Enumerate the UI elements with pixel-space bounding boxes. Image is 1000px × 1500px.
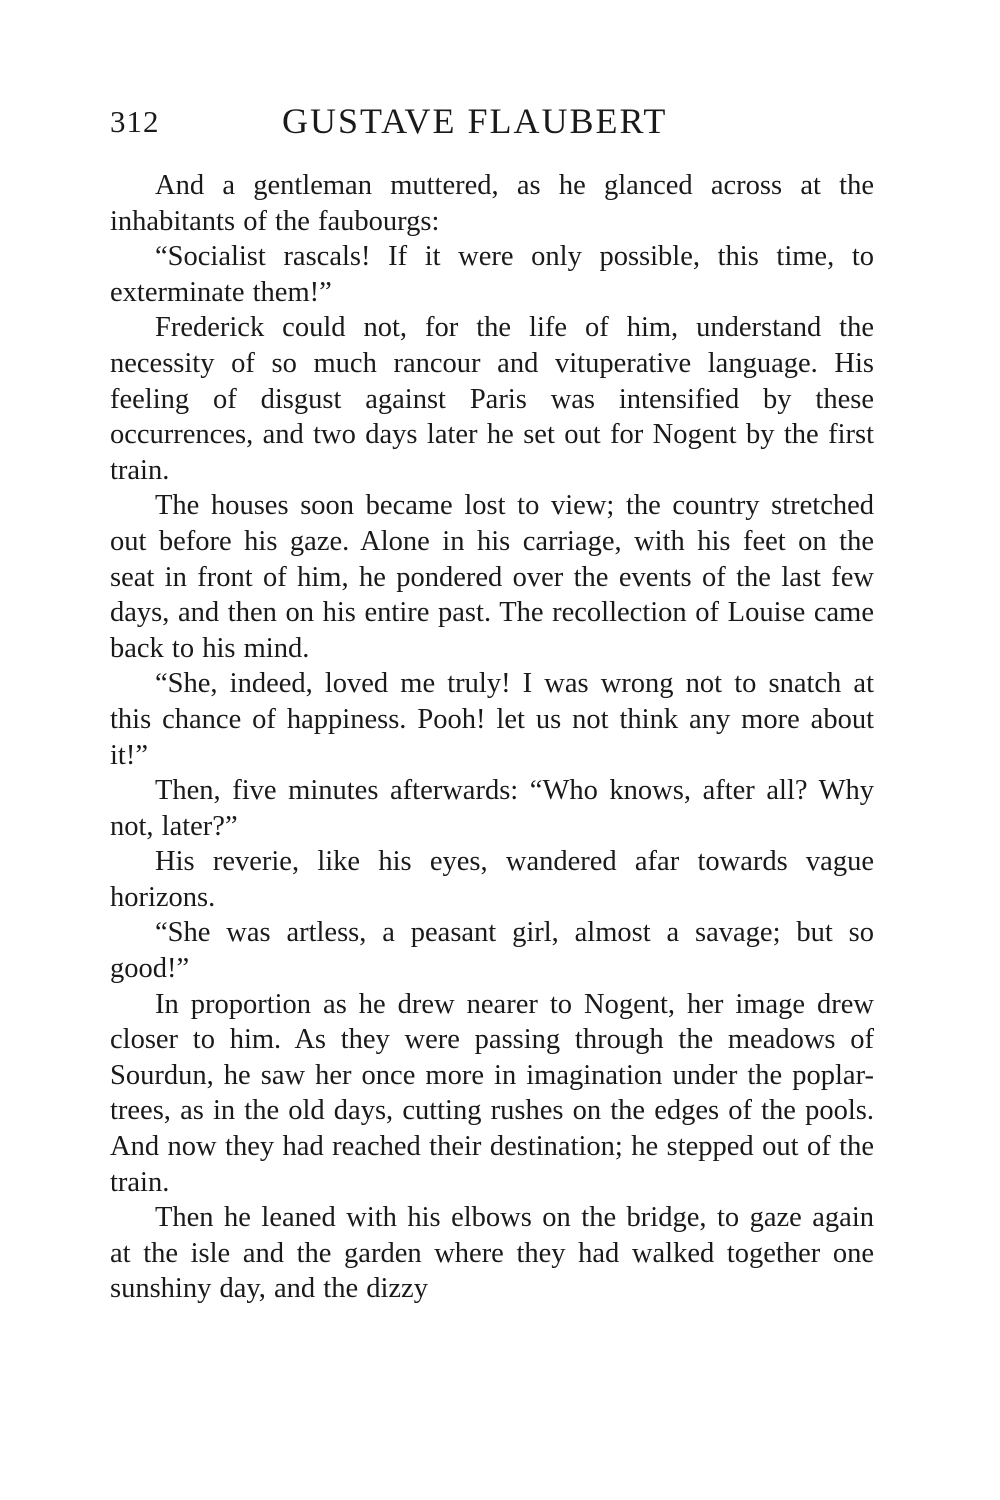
paragraph: In proportion as he drew nearer to Nogent, her image drew closer to him. As they were passing through the meadows of Sourdun, he saw her once more in imagination under the poplar-trees, as in the old days, cutting rushes on the edges of the pools. And now they had reached their destination; he stepped out of the train. — [110, 988, 874, 1198]
running-title: GUSTAVE FLAUBERT — [282, 101, 668, 141]
page-number: 312 — [110, 104, 160, 139]
paragraph: “She, indeed, loved me truly! I was wrong not to snatch at this chance of happiness. Pooh! let us not think any more about it!” — [110, 668, 874, 771]
paragraph: Then, five minutes afterwards: “Who knows, after all? Why not, later?” — [110, 775, 874, 842]
paragraph: The houses soon became lost to view; the country stretched out before his gaze. Alone in his carriage, with his feet on the seat in front of him, he pondered over the events of the last few days, and then on his entire past. The recollection of Louise came back to his mind. — [110, 490, 874, 664]
running-head — [110, 96, 874, 160]
paragraph: Then he leaned with his elbows on the bridge, to gaze again at the isle and the garden where they had walked together one sunshiny day, and the dizzy — [110, 1202, 874, 1305]
paragraph: “She was artless, a peasant girl, almost a savage; but so good!” — [110, 917, 874, 985]
paragraph: Frederick could not, for the life of him, understand the necessity of so much rancour and vituperative language. His feeling of disgust against Paris was intensified by these occurrences, and two days later he set out for Nogent by the first train. — [110, 312, 874, 486]
paragraph: And a gentleman muttered, as he glanced across at the inhabitants of the faubourgs: — [110, 170, 874, 237]
paragraph: His reverie, like his eyes, wandered afar towards vague horizons. — [110, 846, 874, 913]
body-text — [110, 168, 874, 1307]
paragraph: “Socialist rascals! If it were only possible, this time, to exterminate them!” — [110, 241, 874, 308]
